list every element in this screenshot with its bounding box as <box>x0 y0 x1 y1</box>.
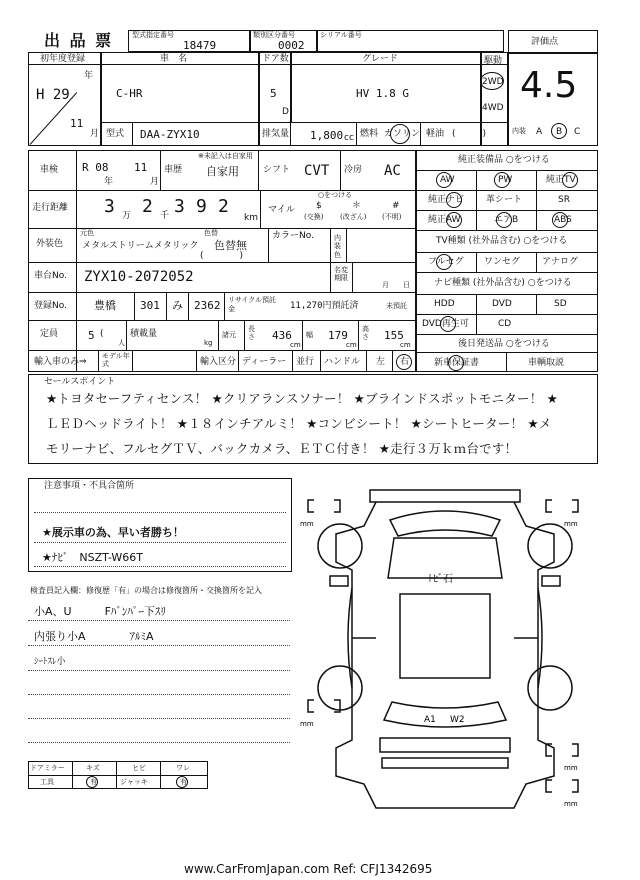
genuine-item-alloy: 純正AW <box>428 215 461 225</box>
first-reg-month: 11 <box>70 117 84 130</box>
docs-warranty: 新車保証書 <box>434 358 480 368</box>
docs-warranty-circle <box>448 355 464 371</box>
interior-label: 内装 <box>512 127 526 135</box>
import-label: 輸入車のみ⇒ <box>34 357 87 367</box>
grade-value: HV 1.8 G <box>356 87 409 100</box>
car-diagram <box>290 476 600 816</box>
history-value: 自家用 <box>206 165 239 178</box>
tire-bracket-fr <box>546 500 578 512</box>
grade-score-label: 評価点 <box>531 37 559 47</box>
color-orig-value: メタルストリームメタリック <box>82 241 199 251</box>
reg-place: 豊橋 <box>94 299 116 312</box>
genuine-item-leather: 革シート <box>486 195 523 205</box>
car-name-value: C-HR <box>116 87 143 100</box>
inspector-line-3: ｼｰﾄｽﾚ小 <box>34 657 66 667</box>
odo-option-3: # <box>392 201 400 211</box>
odo-option-1-sub: (交換) <box>304 213 324 221</box>
tools-tool-value: 有 <box>90 778 97 786</box>
tobi-label: ﾄﾋﾞ石 <box>428 574 453 585</box>
history-note: ※未記入は自家用 <box>198 152 253 160</box>
handle-right: 右 <box>400 357 410 367</box>
navi-sd: SD <box>554 299 567 309</box>
wheel-rr <box>528 666 572 710</box>
interior-grade-b: B <box>556 127 563 137</box>
shaken-year-unit: 年 <box>104 177 114 187</box>
capacity-label: 定員 <box>40 329 59 339</box>
tv-fullseg-circle <box>436 254 452 270</box>
color-no-label: カラーNo. <box>272 231 314 241</box>
handle-left: 左 <box>376 357 386 367</box>
sales-point-line-1: ★トヨタセーフティセンス！ ★クリアランスソナー！ ★ブラインドスポットモニター！ ★ <box>46 391 558 406</box>
cooler-label: 冷房 <box>344 165 363 175</box>
length-value: 436 <box>272 329 292 342</box>
genuine-tv-circle <box>562 172 578 188</box>
mileage-sen: 千 <box>160 211 170 221</box>
color-change-value: 色替無 <box>214 239 247 252</box>
doors-value: 5 <box>270 87 277 100</box>
first-reg-label: 初年度登録 <box>40 54 86 64</box>
mileage-digit-2: 2 <box>142 196 153 217</box>
navi-hdd: HDD <box>434 299 455 309</box>
serial-label: シリアル番号 <box>320 31 362 39</box>
docs-header: 後日発送品 ○をつける <box>458 339 550 349</box>
fuel-label: 燃料 <box>360 129 379 139</box>
car-name-label: 車 名 <box>160 54 188 64</box>
footer-ref: www.CarFromJapan.com Ref: CFJ1342695 <box>184 862 433 876</box>
capacity-value: 5 <box>88 329 95 342</box>
tools-scratch: キズ <box>86 764 100 772</box>
shaken-year: R 08 <box>82 161 109 174</box>
model-cert-value: 18479 <box>183 39 217 52</box>
odo-option-3-sub: (不明) <box>382 213 402 221</box>
a1-label: A1 <box>424 715 436 725</box>
length-label: 長さ <box>248 325 255 341</box>
navi-header: ナビ種類 (社外品含む) ○をつける <box>434 278 572 288</box>
height-unit: cm <box>400 341 411 349</box>
tools-break: ワレ <box>176 764 190 772</box>
tire-bracket-fl <box>308 500 340 512</box>
dealer-option: ディーラー <box>242 357 287 367</box>
width-value: 179 <box>328 329 348 342</box>
doors-label: ドア数 <box>262 54 289 64</box>
genuine-pw-circle <box>494 172 513 188</box>
load-unit: kg <box>204 339 213 347</box>
doors-suffix: D <box>282 107 289 117</box>
sales-points-label: セールスポイント <box>44 377 116 387</box>
first-reg-year: H 29 <box>36 87 70 103</box>
drive-2wd-circle <box>480 72 504 90</box>
interior-color-label: 内装色 <box>334 234 341 259</box>
mileage-digit-5: 2 <box>218 196 229 217</box>
width-unit: cm <box>346 341 357 349</box>
roof <box>400 594 490 678</box>
drive-label: 駆動 <box>484 56 503 66</box>
navi-cd: CD <box>498 319 512 329</box>
width-label: 幅 <box>306 331 313 339</box>
notes-label: 注意事項・不具合箇所 <box>44 481 135 491</box>
displacement-value: 1,800 <box>310 129 344 142</box>
tools-tool-circle <box>86 776 98 788</box>
genuine-item-pw: PW <box>498 175 513 185</box>
drive-2wd: 2WD <box>482 77 504 87</box>
genuine-abs-circle <box>552 212 568 228</box>
reg-label: 登録No. <box>34 301 67 311</box>
tools-jack-circle <box>176 776 188 788</box>
fuel-diesel: 軽油 <box>426 129 445 139</box>
handle-right-circle <box>396 354 412 370</box>
height-label: 高さ <box>362 325 369 341</box>
tv-header: TV種類 (社外品含む) ○をつける <box>436 236 568 246</box>
front-windshield <box>390 511 500 536</box>
inspector-line-2: 内張り小A ｱﾙﾐA <box>34 630 154 643</box>
tv-oneseg: ワンセグ <box>484 257 521 267</box>
mm-fl: mm <box>300 520 314 528</box>
genuine-header: 純正装備品 ○をつける <box>458 155 550 165</box>
mileage-man: 万 <box>122 211 132 221</box>
navi-dvd: DVD <box>492 299 512 309</box>
cooler-value: AC <box>384 163 401 179</box>
shaken-month: 11 <box>134 161 148 174</box>
tools-jack-value: 有 <box>180 778 187 786</box>
handle-label: ハンドル <box>324 357 361 367</box>
reg-class: 301 <box>140 299 160 312</box>
height-value: 155 <box>384 329 404 342</box>
mileage-digit-4: 9 <box>196 196 207 217</box>
tire-bracket-spare <box>546 780 578 792</box>
odo-option-2-sub: (改ざん) <box>340 213 367 221</box>
class-no-value: 0002 <box>278 39 305 52</box>
odo-option-1: $ <box>316 201 322 211</box>
chassis-label: 車台No. <box>34 271 67 281</box>
color-label: 外装色 <box>36 239 64 249</box>
hood <box>388 538 502 578</box>
month-label: 月 <box>90 129 100 139</box>
mm-fr: mm <box>564 520 578 528</box>
fuel-gasoline: ガソリン <box>384 129 421 139</box>
mm-rr: mm <box>564 764 578 772</box>
odo-header: ○をつける <box>318 191 353 199</box>
mileage-km: km <box>244 213 258 223</box>
mileage-digit-3: 3 <box>174 196 185 217</box>
displacement-unit: cc <box>344 133 354 143</box>
fuel-circle <box>390 124 410 144</box>
color-change-label: 色替 <box>204 229 218 237</box>
model-cert-label: 型式指定番号 <box>132 31 174 39</box>
inspector-line-1: 小A、U Fﾊﾞﾝﾊﾟｰ下ｽﾘ <box>34 605 166 618</box>
import-class-label: 輸入区分 <box>200 357 237 367</box>
wheel-fr <box>528 524 572 568</box>
docs-manual: 車輌取説 <box>528 358 565 368</box>
genuine-airbag-circle <box>496 212 512 228</box>
mm-rl: mm <box>300 720 314 728</box>
reg-number: 2362 <box>194 299 221 312</box>
recycle-unpaid: 未預託 <box>386 302 407 310</box>
mm-spare: mm <box>564 800 578 808</box>
type-value: DAA-ZYX10 <box>140 128 200 141</box>
rear-bumper <box>380 738 510 768</box>
length-unit: cm <box>290 341 301 349</box>
grade-score-value: 4.5 <box>520 65 578 106</box>
history-label: 車歴 <box>164 165 183 175</box>
reg-kana: み <box>172 299 183 312</box>
notes-line-1: ★展示車の為、早い者勝ち！ <box>42 526 184 539</box>
rear-window <box>384 702 506 727</box>
year-label: 年 <box>84 71 94 81</box>
genuine-aw-circle <box>436 172 452 188</box>
w2-label: W2 <box>450 715 465 725</box>
genuine-item-tv: 純正TV <box>546 175 576 185</box>
genuine-item-abs: ABS <box>554 215 572 225</box>
navi-dvd-play-circle <box>440 316 456 332</box>
shaken-label: 車検 <box>40 165 59 175</box>
tv-fullseg: フルセグ <box>428 257 464 267</box>
sales-point-line-3: モリーナビ、フルセグＴＶ、バックカメラ、ＥＴＣ付き！ ★走行３万ｋｍ台です！ <box>46 441 518 456</box>
mileage-label: 走行距離 <box>32 203 69 213</box>
shaken-month-unit: 月 <box>150 177 160 187</box>
interior-grade-c: C <box>574 127 581 137</box>
title-change-label: 名変期限 <box>334 266 348 283</box>
mirror-left <box>330 576 348 586</box>
mirror-right <box>542 576 560 586</box>
notes-line-2: ★ﾅﾋﾞ NSZT-W66T <box>42 551 143 564</box>
interior-grade-a: A <box>536 127 543 137</box>
shift-label: シフト <box>263 165 291 175</box>
grade-label: グレード <box>362 54 399 64</box>
genuine-alloy-circle <box>446 212 462 228</box>
tools-door-mirror: ドアミラー <box>30 764 65 772</box>
genuine-item-sr: SR <box>558 195 570 205</box>
size-label: 諸元 <box>222 331 236 339</box>
genuine-item-navi: 純正ナビ <box>428 195 465 205</box>
model-year-label: モデル年式 <box>102 352 130 369</box>
odo-option-2: ＊ <box>352 201 362 211</box>
tools-crack: ヒビ <box>132 764 146 772</box>
interior-grade-circle <box>551 123 567 139</box>
load-label: 積載量 <box>130 329 158 339</box>
sales-point-line-2: ＬＥＤヘッドライト！ ★１８インチアルミ！ ★コンビシート！ ★シートヒーター！ ★メ <box>46 416 552 431</box>
drive-4wd: 4WD <box>482 103 504 113</box>
inspector-label: 検査員記入欄：修復歴「有」の場合は修復箇所・交換箇所を記入 <box>30 586 262 595</box>
capacity-unit: 人 <box>118 339 125 347</box>
class-no-label: 類別区分番号 <box>253 31 295 39</box>
recycle-value: 11,270円預託済 <box>290 301 359 311</box>
shift-value: CVT <box>304 163 330 179</box>
mile-label: マイル <box>268 205 295 215</box>
page-title: 出 品 票 <box>44 31 114 50</box>
displacement-label: 排気量 <box>262 129 290 139</box>
wheel-fl <box>318 524 362 568</box>
tv-analog: アナログ <box>542 257 579 267</box>
tools-jack-label: ジャッキ <box>120 778 148 786</box>
genuine-item-airbag: エアB <box>494 215 519 225</box>
chassis-value: ZYX10-2072052 <box>84 269 194 285</box>
color-orig-label: 元色 <box>80 229 94 237</box>
mileage-digit-1: 3 <box>104 196 115 217</box>
type-label: 型式 <box>106 129 125 139</box>
navi-dvd-play: DVD再生可 <box>422 319 469 329</box>
recycle-label: リサイクル預託金 <box>228 296 277 314</box>
tools-tool-label: 工具 <box>40 778 54 786</box>
genuine-navi-circle <box>446 192 462 208</box>
parallel-option: 並行 <box>296 357 315 367</box>
genuine-item-aw: AW <box>440 175 455 185</box>
